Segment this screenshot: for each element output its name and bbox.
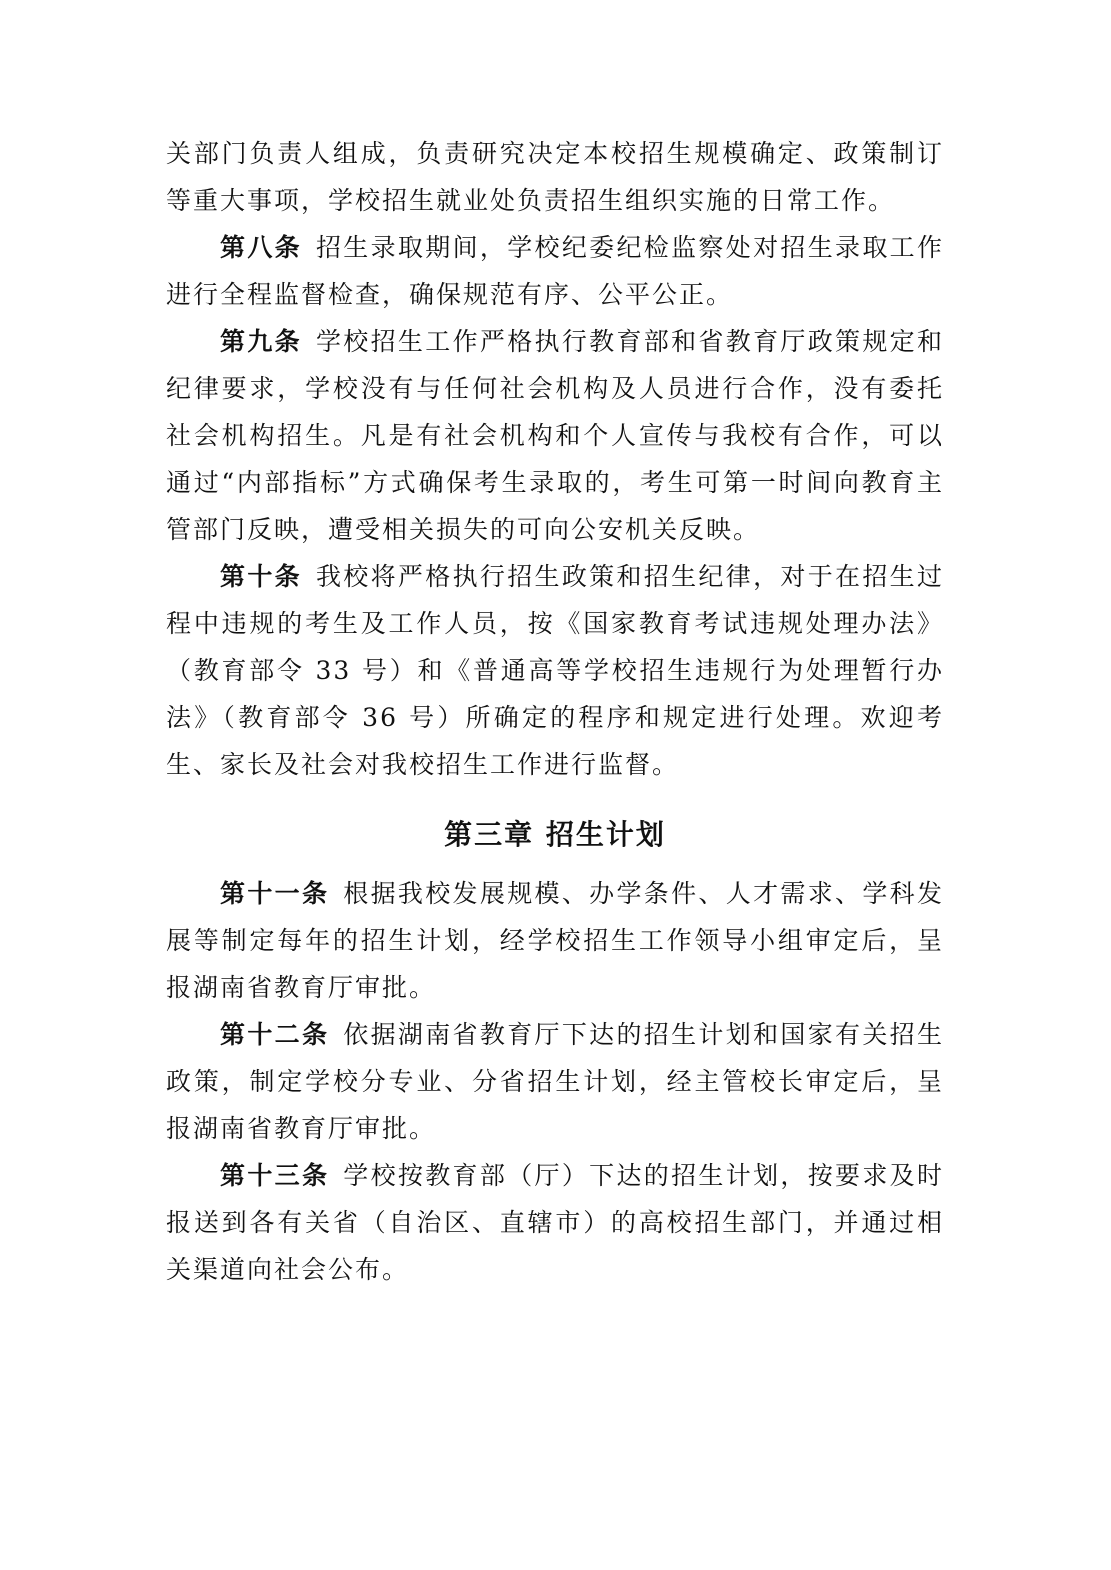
document-page (166, 130, 944, 1293)
article-number: 第九条 (220, 327, 302, 356)
article-text: 根据我校发展规模、办学条件、人才需求、学科发展等制定每年的招生计划，经学校招生工作领导小组审定后，呈报湖南省教育厅审批。 (166, 879, 944, 1002)
continuation-paragraph: 关部门负责人组成，负责研究决定本校招生规模确定、政策制订等重大事项，学校招生就业处负责招生组织实施的日常工作。 (166, 139, 944, 215)
chapter-title: 第三章 招生计划 (444, 818, 666, 851)
article-number: 第八条 (220, 233, 302, 262)
article-text: 学校按教育部（厅）下达的招生计划，按要求及时报送到各有关省（自治区、直辖市）的高校招生部门，并通过相关渠道向社会公布。 (166, 1161, 944, 1284)
article-text: 我校将严格执行招生政策和招生纪律，对于在招生过程中违规的考生及工作人员，按《国家教育考试违规处理办法》（教育部令 33 号）和《普通高等学校招生违规行为处理暂行办法》（教育部令 36 号）所确定的程序和规定进行处理。欢迎考生、家长及社会对我校招生工作进行监督。 (166, 562, 944, 779)
article-text: 招生录取期间，学校纪委纪检监察处对招生录取工作进行全程监督检查，确保规范有序、公平公正。 (166, 233, 944, 309)
article-13 (166, 1152, 944, 1293)
article-number: 第十三条 (220, 1161, 330, 1190)
article-9 (166, 318, 944, 553)
article-12 (166, 1011, 944, 1152)
article-10 (166, 553, 944, 788)
article-text: 依据湖南省教育厅下达的招生计划和国家有关招生政策，制定学校分专业、分省招生计划，经主管校长审定后，呈报湖南省教育厅审批。 (166, 1020, 944, 1143)
article-number: 第十条 (220, 562, 302, 591)
article-8 (166, 224, 944, 318)
article-11 (166, 870, 944, 1011)
article-text: 学校招生工作严格执行教育部和省教育厅政策规定和纪律要求，学校没有与任何社会机构及人员进行合作，没有委托社会机构招生。凡是有社会机构和个人宣传与我校有合作，可以通过“内部指标”方式确保考生录取的，考生可第一时间向教育主管部门反映，遭受相关损失的可向公安机关反映。 (166, 327, 944, 544)
article-number: 第十一条 (220, 879, 330, 908)
article-number: 第十二条 (220, 1020, 330, 1049)
